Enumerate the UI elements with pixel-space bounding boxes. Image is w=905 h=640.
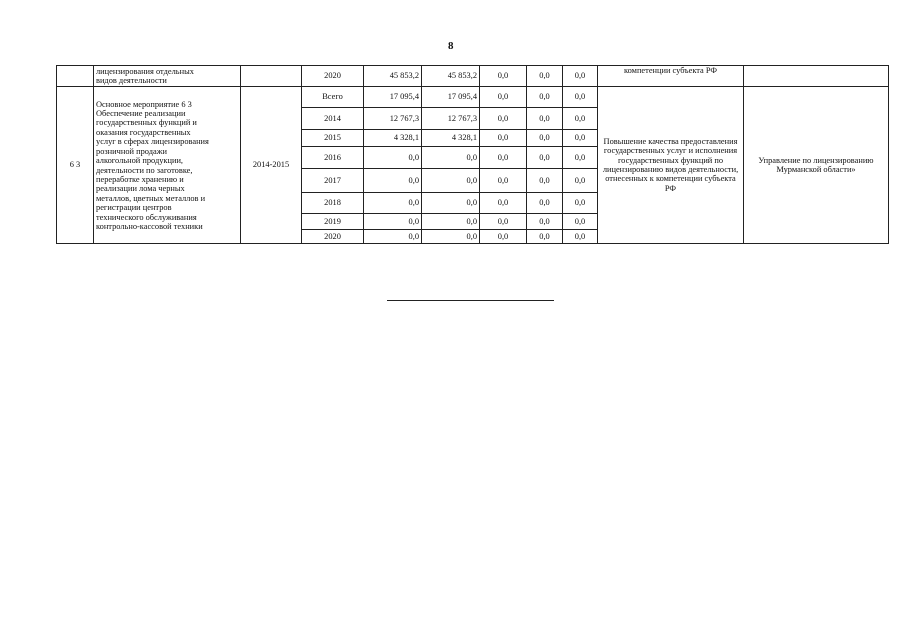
year-cell: 2017 xyxy=(302,169,364,193)
total-cell: 0,0 xyxy=(364,193,422,214)
executor-cell xyxy=(744,66,889,87)
regional-budget-cell: 12 767,3 xyxy=(422,108,480,130)
federal-budget-cell: 0,0 xyxy=(480,193,527,214)
local-budget-cell: 0,0 xyxy=(527,193,563,214)
measure-description-cell: Основное мероприятие 6 3 Обеспечение реализации государственных функций и оказания государственных услуг в сферах лицензирования розничной продажи алкогольной продукции, деятельности по заготовке, переработке хранению и реализации лома черных металлов, цветных металлов и регистрации центров технического обслуживания контрольно-кассовой техники xyxy=(94,87,241,244)
end-divider-line xyxy=(387,300,554,301)
period-cell xyxy=(241,66,302,87)
other-sources-cell: 0,0 xyxy=(563,130,598,147)
total-cell: 4 328,1 xyxy=(364,130,422,147)
year-cell: Всего xyxy=(302,87,364,108)
total-cell: 12 767,3 xyxy=(364,108,422,130)
year-cell: 2020 xyxy=(302,230,364,244)
federal-budget-cell: 0,0 xyxy=(480,169,527,193)
regional-budget-cell: 4 328,1 xyxy=(422,130,480,147)
measure-goal-cell: Повышение качества предоставления государственных услуг и исполнения государственных функций по лицензированию видов деятельности, отнесенных к компетенции субъекта РФ xyxy=(598,87,744,244)
other-sources-cell: 0,0 xyxy=(563,147,598,169)
regional-budget-cell: 0,0 xyxy=(422,193,480,214)
other-sources-cell: 0,0 xyxy=(563,66,598,87)
program-table xyxy=(56,65,889,244)
other-sources-cell: 0,0 xyxy=(563,108,598,130)
regional-budget-cell: 0,0 xyxy=(422,214,480,230)
number-cell xyxy=(57,66,94,87)
federal-budget-cell: 0,0 xyxy=(480,214,527,230)
year-cell: 2020 xyxy=(302,66,364,87)
measure-number-cell: 6 3 xyxy=(57,87,94,244)
year-cell: 2015 xyxy=(302,130,364,147)
regional-budget-cell: 0,0 xyxy=(422,147,480,169)
federal-budget-cell: 0,0 xyxy=(480,108,527,130)
regional-budget-cell: 0,0 xyxy=(422,230,480,244)
year-cell: 2019 xyxy=(302,214,364,230)
measure-period-cell: 2014-2015 xyxy=(241,87,302,244)
local-budget-cell: 0,0 xyxy=(527,87,563,108)
other-sources-cell: 0,0 xyxy=(563,230,598,244)
federal-budget-cell: 0,0 xyxy=(480,130,527,147)
other-sources-cell: 0,0 xyxy=(563,169,598,193)
total-cell: 17 095,4 xyxy=(364,87,422,108)
local-budget-cell: 0,0 xyxy=(527,108,563,130)
local-budget-cell: 0,0 xyxy=(527,130,563,147)
regional-budget-cell: 0,0 xyxy=(422,169,480,193)
regional-budget-cell: 17 095,4 xyxy=(422,87,480,108)
goal-cell: компетенции субъекта РФ xyxy=(598,66,744,87)
measure-executor-cell: Управление по лицензированию Мурманской области» xyxy=(744,87,889,244)
total-cell: 0,0 xyxy=(364,169,422,193)
total-cell: 45 853,2 xyxy=(364,66,422,87)
federal-budget-cell: 0,0 xyxy=(480,66,527,87)
continuation-row xyxy=(57,66,889,87)
local-budget-cell: 0,0 xyxy=(527,66,563,87)
page-number: 8 xyxy=(448,40,454,52)
local-budget-cell: 0,0 xyxy=(527,147,563,169)
total-cell: 0,0 xyxy=(364,147,422,169)
federal-budget-cell: 0,0 xyxy=(480,230,527,244)
federal-budget-cell: 0,0 xyxy=(480,147,527,169)
total-cell: 0,0 xyxy=(364,230,422,244)
year-cell: 2018 xyxy=(302,193,364,214)
description-cell: лицензирования отдельных видов деятельности xyxy=(94,66,241,87)
local-budget-cell: 0,0 xyxy=(527,169,563,193)
regional-budget-cell: 45 853,2 xyxy=(422,66,480,87)
local-budget-cell: 0,0 xyxy=(527,230,563,244)
year-cell: 2014 xyxy=(302,108,364,130)
federal-budget-cell: 0,0 xyxy=(480,87,527,108)
total-cell: 0,0 xyxy=(364,214,422,230)
other-sources-cell: 0,0 xyxy=(563,214,598,230)
other-sources-cell: 0,0 xyxy=(563,87,598,108)
local-budget-cell: 0,0 xyxy=(527,214,563,230)
table-row xyxy=(57,87,889,108)
other-sources-cell: 0,0 xyxy=(563,193,598,214)
year-cell: 2016 xyxy=(302,147,364,169)
